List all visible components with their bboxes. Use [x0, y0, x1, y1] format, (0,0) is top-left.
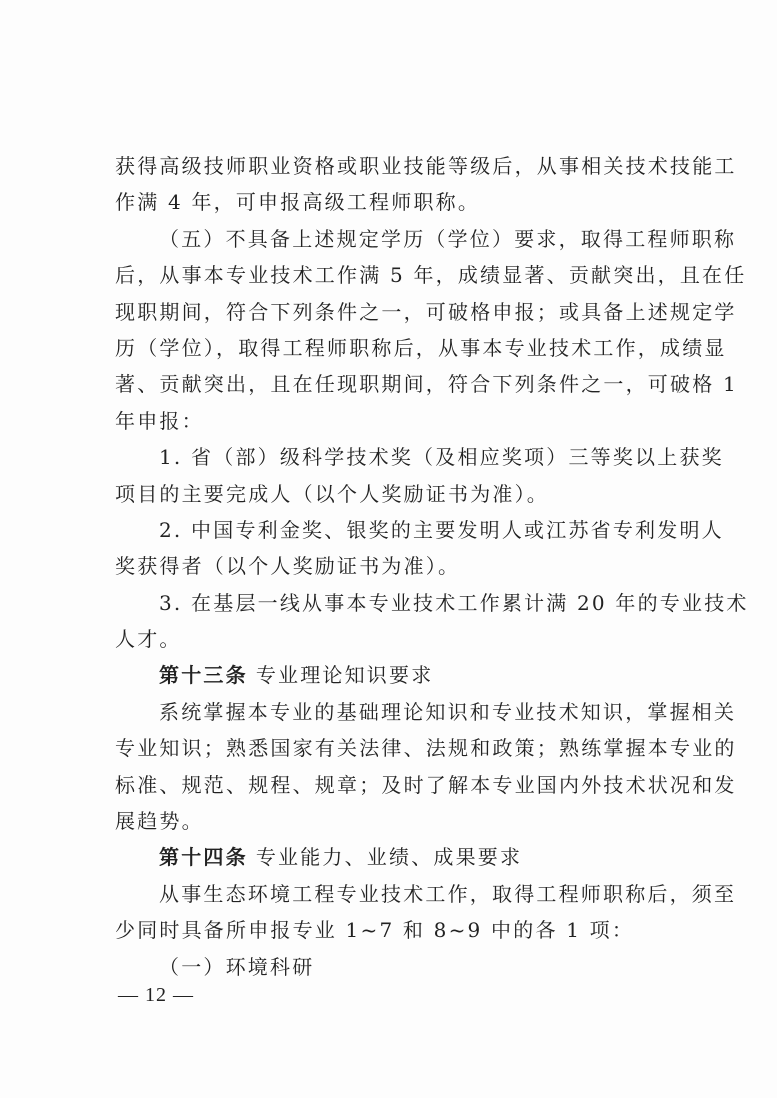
paragraph-line: 少同时具备所申报专业 1~7 和 8~9 中的各 1 项：: [115, 918, 635, 943]
paragraph-line: 现职期间，符合下列条件之一，可破格申报；或具备上述规定学: [115, 299, 737, 324]
list-item-line: 2. 中国专利金奖、银奖的主要发明人或江苏省专利发明人: [159, 517, 724, 542]
list-item-line: 1. 省（部）级科学技术奖（及相应奖项）三等奖以上获奖: [159, 445, 724, 470]
paragraph-line: 专业知识；熟悉国家有关法律、法规和政策；熟练掌握本专业的: [115, 736, 737, 761]
article-13-title: 专业理论知识要求: [255, 663, 434, 688]
paragraph-line: 著、贡献突出，且在任现职期间，符合下列条件之一，可破格 1: [115, 372, 738, 397]
list-item-line: 项目的主要完成人（以个人奖励证书为准）。: [115, 481, 549, 506]
document-body: [115, 148, 749, 985]
page-number: — 12 —: [118, 984, 194, 1006]
paragraph-line: 作满 4 年，可申报高级工程师职称。: [115, 190, 481, 215]
article-13-label: 第十三条: [159, 663, 248, 688]
paragraph-line: 从事生态环境工程专业技术工作，取得工程师职称后，须至: [159, 881, 737, 906]
paragraph-line: 展趋势。: [115, 809, 204, 834]
list-item-line: 人才。: [115, 627, 182, 652]
article-14-title: 专业能力、业绩、成果要求: [255, 845, 523, 870]
paragraph-line: 后，从事本专业技术工作满 5 年，成绩显著、贡献突出，且在任: [115, 263, 747, 288]
subsection-heading: （一）环境科研: [159, 954, 315, 979]
list-item-line: 奖获得者（以个人奖励证书为准）。: [115, 554, 461, 579]
list-item-line: 3. 在基层一线从事本专业技术工作累计满 20 年的专业技术: [159, 590, 749, 615]
paragraph-line: 系统掌握本专业的基础理论知识和专业技术知识，掌握相关: [159, 699, 737, 724]
paragraph-line: 标准、规范、规程、规章；及时了解本专业国内外技术状况和发: [115, 772, 737, 797]
paragraph-line: 年申报：: [115, 408, 204, 433]
paragraph-line: 历（学位），取得工程师职称后，从事本专业技术工作，成绩显: [115, 335, 727, 360]
article-14-heading: [115, 839, 695, 875]
article-14-label: 第十四条: [159, 845, 248, 870]
paragraph-line: 获得高级技师职业资格或职业技能等级后，从事相关技术技能工: [115, 154, 737, 178]
paragraph-line: （五）不具备上述规定学历（学位）要求，取得工程师职称: [159, 226, 737, 251]
article-13-heading: [115, 657, 695, 693]
